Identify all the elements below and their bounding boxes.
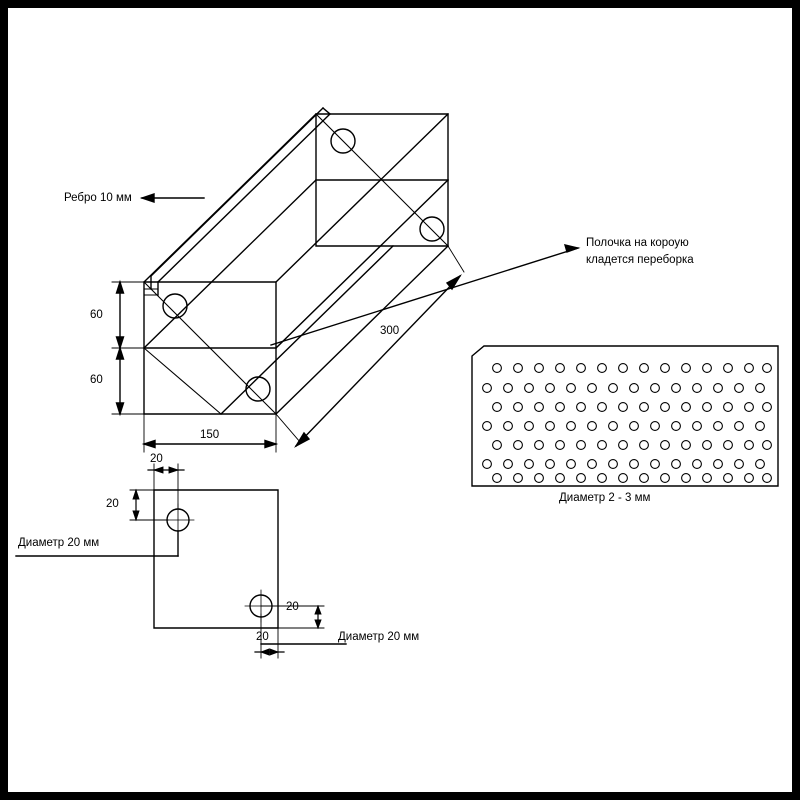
- label-diameter-20-left: Диаметр 20 мм: [18, 537, 100, 549]
- drawing-canvas: [8, 8, 792, 792]
- label-rib: Ребро 10 мм: [64, 192, 132, 204]
- dimension-300: [276, 246, 464, 446]
- label-shelf-line1: Полочка на короую: [586, 237, 689, 249]
- technical-drawing-svg: [8, 8, 792, 792]
- box-hole-front-lower: [246, 377, 270, 401]
- label-offset-20-bottom-h: 20: [256, 631, 269, 643]
- label-dimension-60-upper: 60: [90, 309, 103, 321]
- label-diameter-20-bottom: Диаметр 20 мм: [338, 631, 420, 643]
- box-shelf-ledge: [221, 180, 448, 414]
- dimension-60-lower: [112, 348, 148, 414]
- label-dimension-150: 150: [200, 429, 220, 441]
- label-offset-20-top-h: 20: [150, 453, 163, 465]
- box-hole-front-upper: [163, 294, 187, 318]
- label-dimension-60-lower: 60: [90, 374, 103, 386]
- label-offset-20-top-v: 20: [106, 498, 119, 510]
- dimension-60-upper: [112, 282, 148, 348]
- end-plate-dimensions: [130, 464, 324, 658]
- label-diameter-2-3: Диаметр 2 - 3 мм: [559, 492, 651, 504]
- box-rib-lines: [144, 108, 330, 295]
- leader-shelf: [271, 245, 578, 345]
- box-hole-rear-lower: [420, 217, 444, 241]
- leader-rib: [142, 194, 204, 202]
- label-dimension-300: 300: [380, 325, 400, 337]
- box-connecting-edges: [144, 114, 448, 414]
- label-shelf-line2: кладется переборка: [586, 254, 694, 266]
- label-offset-20-bottom-v: 20: [286, 601, 299, 613]
- perforated-plate-holes: [483, 364, 772, 483]
